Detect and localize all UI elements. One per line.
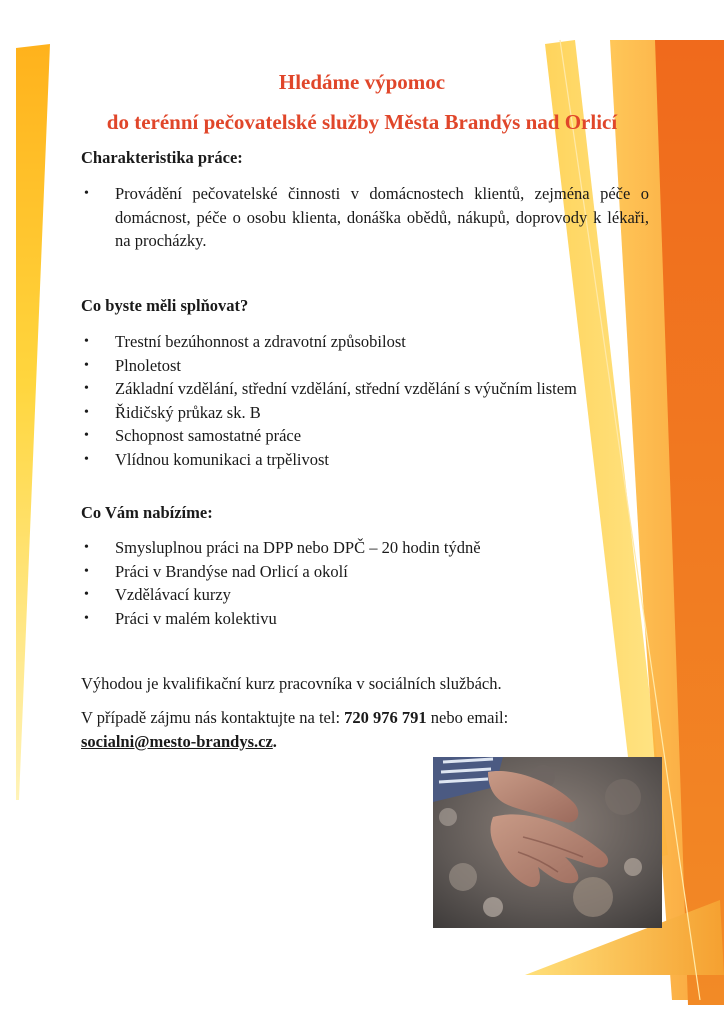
offer-list [81, 536, 481, 630]
email-link[interactable]: socialni@mesto-brandys.cz [81, 731, 273, 751]
phone-number[interactable]: 720 976 791 [344, 708, 427, 727]
list-item: • Práci v malém kolektivu [81, 607, 481, 631]
list-item: • Plnoletost [81, 354, 577, 378]
list-item: • Vzdělávací kurzy [81, 583, 481, 607]
contact-middle: nebo email: [426, 708, 509, 727]
section-title-offer: Co Vám nabízíme: [81, 503, 213, 522]
advantage-text: Výhodou je kvalifikační kurz pracovníka v sociálních službách. [81, 674, 502, 693]
list-item: • Základní vzdělání, střední vzdělání, střední vzdělání s výučním listem [81, 377, 577, 401]
list-item: • Smysluplnou práci na DPP nebo DPČ – 20 hodin týdně [81, 536, 481, 560]
requirements-list [81, 330, 577, 471]
heading-line-2: do terénní pečovatelské služby Města Brandýs nad Orlicí [106, 110, 618, 134]
section-title-work: Charakteristika práce: [81, 148, 243, 167]
heading-line-1: Hledáme výpomoc [278, 70, 446, 94]
section-title-requirements: Co byste měli splňovat? [81, 296, 249, 315]
work-list [81, 182, 649, 253]
list-item: • Řidičský průkaz sk. B [81, 401, 577, 425]
contact-suffix: . [272, 731, 277, 751]
list-item: • Trestní bezúhonnost a zdravotní způsobilost [81, 330, 577, 354]
list-item: • Práci v Brandýse nad Orlicí a okolí [81, 560, 481, 584]
hands-photo [433, 757, 662, 928]
contact-paragraph [81, 706, 641, 753]
contact-prefix: V případě zájmu nás kontaktujte na tel: [81, 708, 345, 727]
list-item: • Schopnost samostatné práce [81, 424, 577, 448]
list-item: • Vlídnou komunikaci a trpělivost [81, 448, 577, 472]
list-item: • Provádění pečovatelské činnosti v domácnostech klientů, zejména péče o domácnost, péče o osobu klienta, donáška obědů, nákupů, doprovody k lékaři, na procházky. [81, 182, 649, 253]
